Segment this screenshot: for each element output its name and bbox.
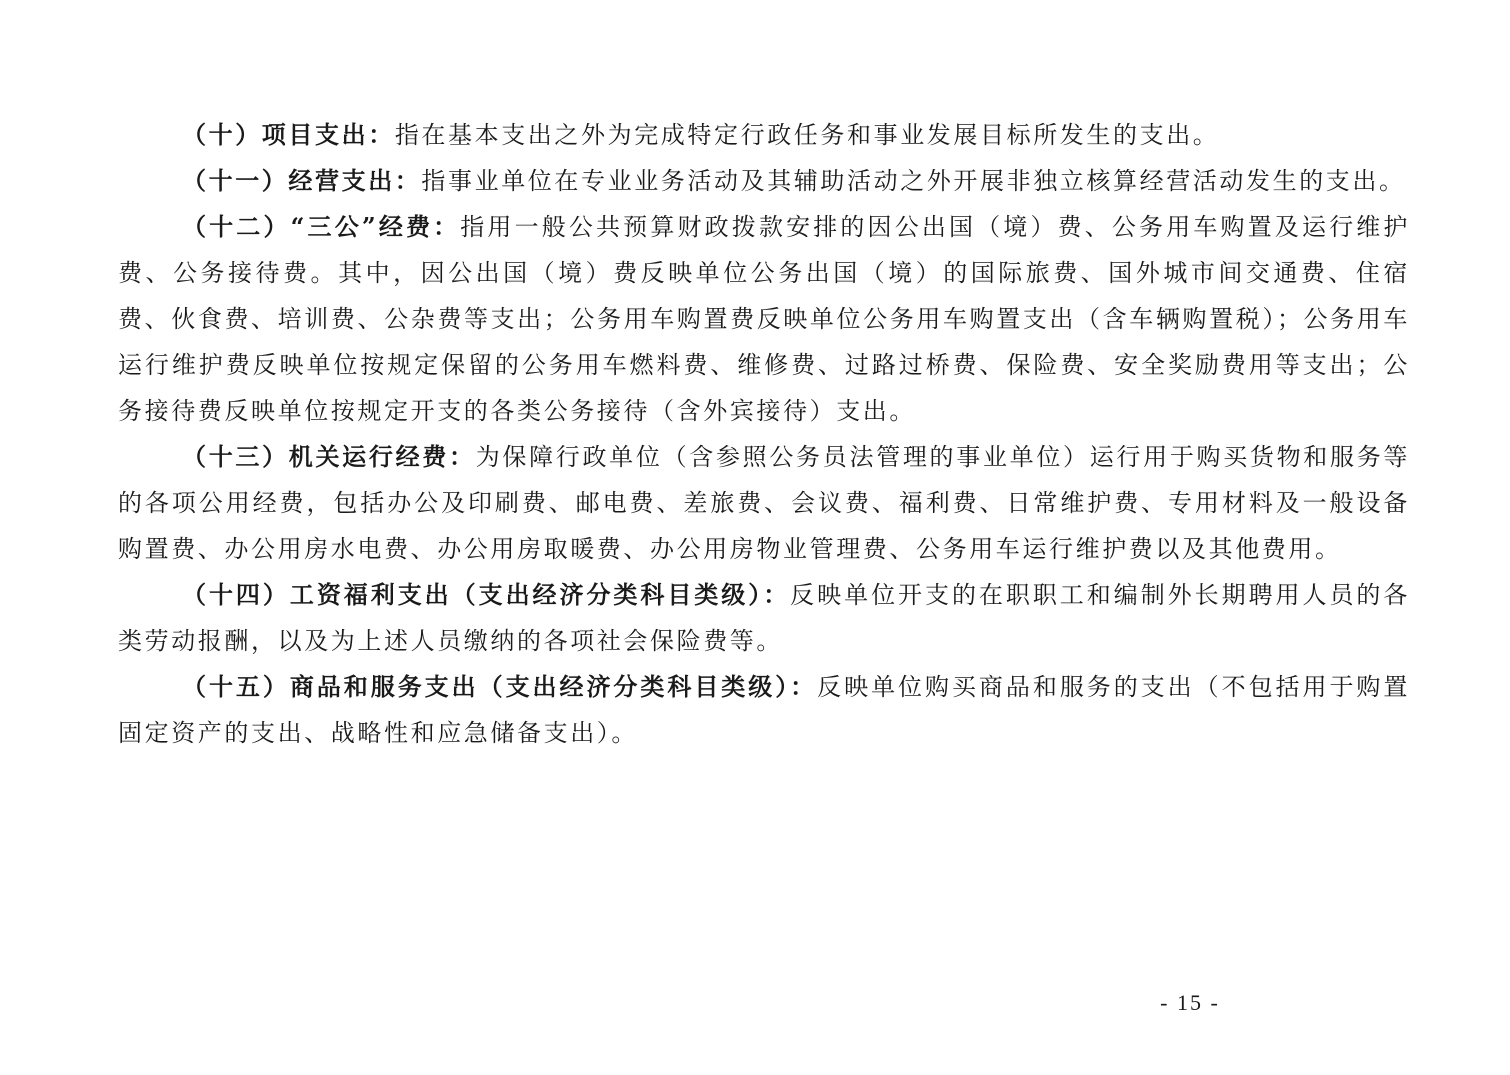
paragraph-goods-services: [118, 664, 1410, 756]
paragraph-three-public-expenses: [118, 204, 1410, 434]
term-goods-services: （十五）商品和服务支出（支出经济分类科目类级）：: [182, 672, 818, 701]
definition-goods-services: 反映单位购买商品和服务的支出（不包括用于购置固定资产的支出、战略性和应急储备支出）。: [118, 673, 1410, 747]
page-number: - 15 -: [1160, 990, 1220, 1015]
term-agency-operating-funds: （十三）机关运行经费：: [182, 442, 476, 471]
paragraph-operating-expenditure: [118, 158, 1410, 204]
definition-project-expenditure: 指在基本支出之外为完成特定行政任务和事业发展目标所发生的支出。: [394, 121, 1220, 149]
paragraph-wages-welfare: [118, 572, 1410, 664]
definition-wages-welfare: 反映单位开支的在职职工和编制外长期聘用人员的各类劳动报酬，以及为上述人员缴纳的各项社会保险费等。: [118, 581, 1410, 655]
term-wages-welfare: （十四）工资福利支出（支出经济分类科目类级）：: [182, 580, 791, 609]
term-three-public-expenses: （十二）“三公”经费：: [182, 212, 461, 241]
paragraph-agency-operating-funds: [118, 434, 1410, 572]
term-project-expenditure: （十）项目支出：: [182, 120, 395, 149]
paragraph-project-expenditure: [118, 112, 1410, 158]
definition-operating-expenditure: 指事业单位在专业业务活动及其辅助活动之外开展非独立核算经营活动发生的支出。: [421, 167, 1406, 195]
definition-three-public-expenses: 指用一般公共预算财政拨款安排的因公出国（境）费、公务用车购置及运行维护费、公务接待费。其中，因公出国（境）费反映单位公务出国（境）的国际旅费、国外城市间交通费、住宿费、伙食费、培训费、公杂费等支出；公务用车购置费反映单位公务用车购置支出（含车辆购置税）；公务用车运行维护费反映单位按规定保留的公务用车燃料费、维修费、过路过桥费、保险费、安全奖励费用等支出；公务接待费反映单位按规定开支的各类公务接待（含外宾接待）支出。: [118, 213, 1411, 425]
term-operating-expenditure: （十一）经营支出：: [182, 166, 422, 195]
body-text: [118, 112, 1410, 756]
definition-agency-operating-funds: 为保障行政单位（含参照公务员法管理的事业单位）运行用于购买货物和服务等的各项公用经费，包括办公及印刷费、邮电费、差旅费、会议费、福利费、日常维护费、专用材料及一般设备购置费、办公用房水电费、办公用房取暖费、办公用房物业管理费、公务用车运行维护费以及其他费用。: [118, 443, 1411, 563]
